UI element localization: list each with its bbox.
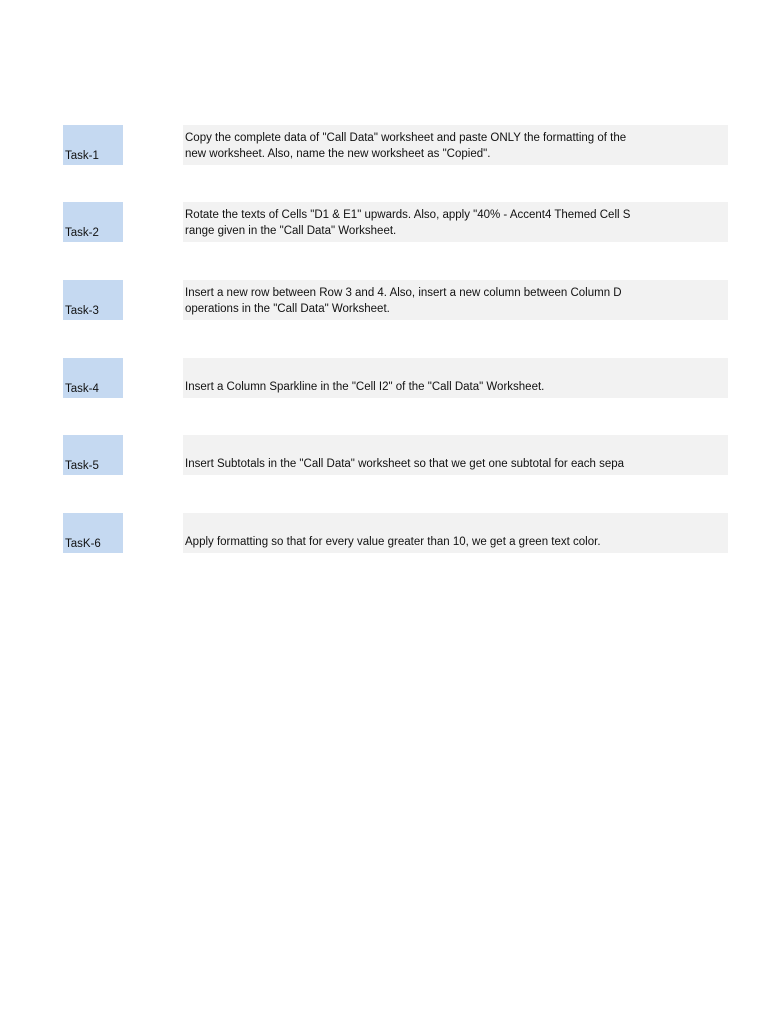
task-label: Task-2 [65, 227, 99, 239]
task-description-line: Insert a Column Sparkline in the "Cell I2" of the "Call Data" Worksheet. [185, 380, 545, 393]
task-label: Task-5 [65, 460, 99, 472]
task-row-2 [0, 202, 768, 242]
task-label: Task-1 [65, 150, 99, 162]
task-description-line: Insert a new row between Row 3 and 4. Also, insert a new column between Column D [185, 287, 622, 299]
task-description-line: range given in the "Call Data" Worksheet. [185, 224, 397, 237]
task-label-cell[interactable] [63, 513, 123, 553]
task-description-line: Apply formatting so that for every value greater than 10, we get a green text color. [185, 535, 601, 548]
task-description [185, 457, 668, 473]
task-description [185, 131, 668, 162]
task-description-cell[interactable] [183, 202, 728, 242]
task-description-cell[interactable] [183, 280, 728, 320]
task-row-4 [0, 358, 768, 398]
task-description-cell[interactable] [183, 358, 728, 398]
task-description-line: new worksheet. Also, name the new worksheet as "Copied". [185, 147, 491, 160]
task-row-1 [0, 125, 768, 165]
task-description [185, 380, 668, 396]
task-description-cell[interactable] [183, 513, 728, 553]
task-row-6 [0, 513, 768, 553]
task-label-cell[interactable] [63, 358, 123, 398]
task-label: TasK-6 [65, 538, 101, 550]
task-label: Task-4 [65, 383, 99, 395]
task-description-line: Insert Subtotals in the "Call Data" worksheet so that we get one subtotal for each sepa [185, 457, 625, 470]
task-description [185, 286, 668, 317]
task-description [185, 535, 668, 551]
task-description-line: operations in the "Call Data" Worksheet. [185, 302, 390, 315]
task-label: Task-3 [65, 305, 99, 317]
task-row-5 [0, 435, 768, 475]
task-description-line: Copy the complete data of "Call Data" worksheet and paste ONLY the formatting of the [185, 132, 627, 144]
task-description-cell[interactable] [183, 435, 728, 475]
task-label-cell[interactable] [63, 202, 123, 242]
task-description-cell[interactable] [183, 125, 728, 165]
task-label-cell[interactable] [63, 280, 123, 320]
task-description [185, 208, 668, 239]
task-description-line: Rotate the texts of Cells "D1 & E1" upwards. Also, apply "40% - Accent4 Themed Cell S [185, 209, 631, 221]
task-label-cell[interactable] [63, 435, 123, 475]
task-row-3 [0, 280, 768, 320]
task-label-cell[interactable] [63, 125, 123, 165]
